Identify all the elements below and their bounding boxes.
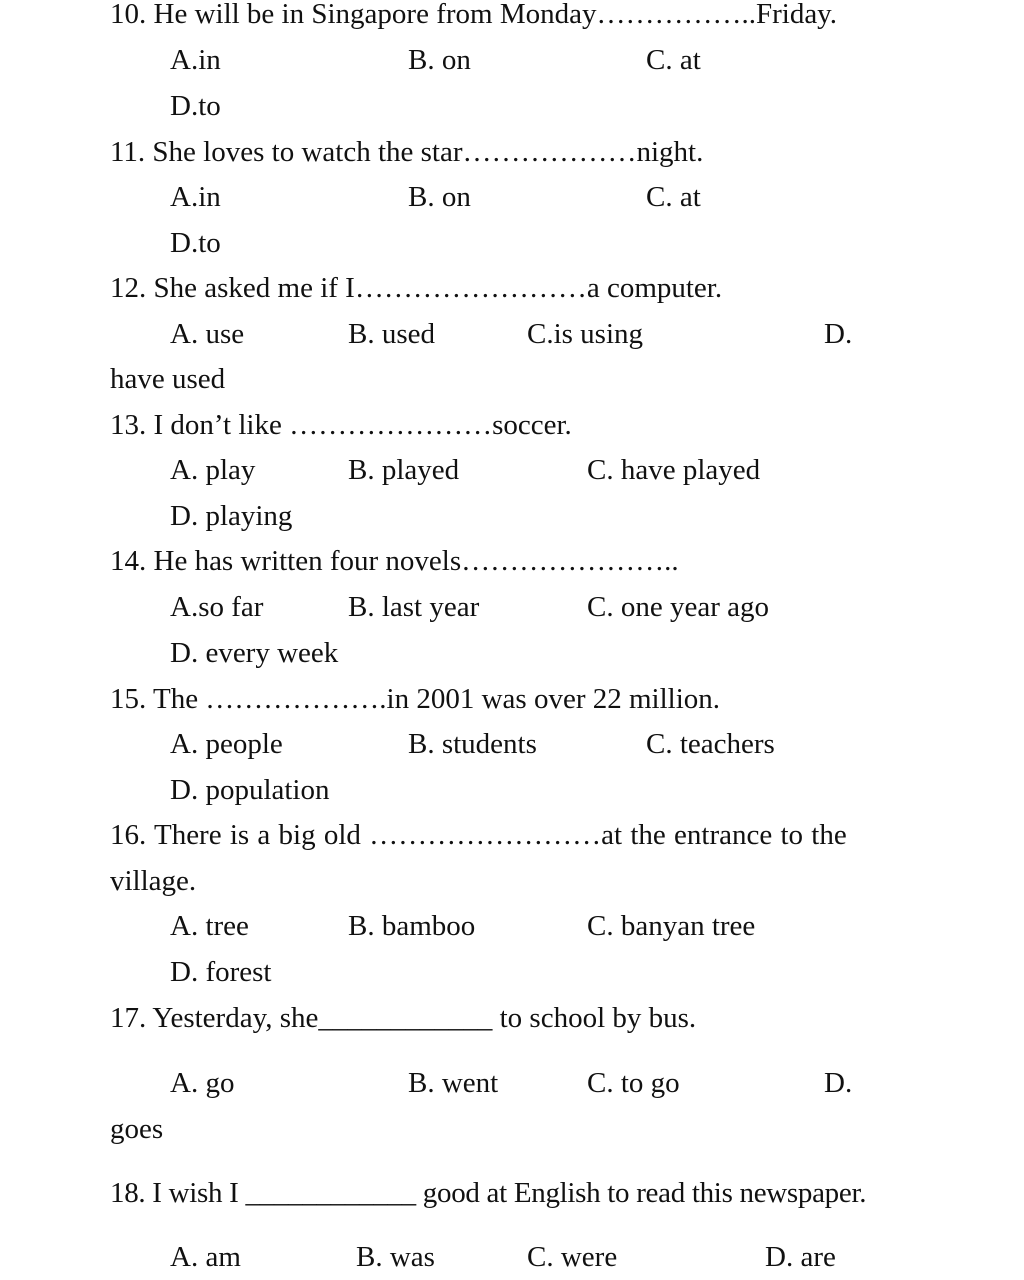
question-14-option-a: A.so far [170,591,264,623]
question-14-stem: 14. He has written four novels………………….. [110,545,679,577]
question-12-option-b: B. used [348,318,435,350]
question-16-option-b: B. bamboo [348,910,476,942]
question-13-option-b: B. played [348,454,460,486]
question-15-option-a: A. people [170,728,283,760]
question-12-option-a: A. use [170,318,245,350]
question-18-option-c: C. were [527,1241,618,1273]
question-10-option-c: C. at [646,44,701,76]
question-13-stem: 13. I don’t like …………………soccer. [110,409,572,441]
question-12-stem: 12. She asked me if I……………………a computer. [110,272,723,304]
question-15-option-b: B. students [408,728,537,760]
question-16-stem: 16. There is a big old ……………………at the entrance to the [110,819,847,851]
question-12-option-c: C.is using [527,318,644,350]
question-17-option-b: B. went [408,1067,499,1099]
question-17-option-d-text: goes [110,1113,164,1145]
question-18-stem: 18. I wish I ____________ good at English to read this newspaper. [110,1177,867,1209]
question-10-option-b: B. on [408,44,471,76]
question-17-option-a: A. go [170,1067,235,1099]
question-11-stem: 11. She loves to watch the star………………night. [110,136,704,168]
question-14-option-d: D. every week [170,637,339,669]
question-11-option-b: B. on [408,181,471,213]
question-17-stem: 17. Yesterday, she____________ to school by bus. [110,1002,697,1034]
question-16-option-c: C. banyan tree [587,910,756,942]
question-15-option-c: C. teachers [646,728,775,760]
question-17-option-c: C. to go [587,1067,680,1099]
question-10-option-a: A.in [170,44,221,76]
question-13-option-a: A. play [170,454,256,486]
question-15-option-d: D. population [170,774,330,806]
question-11-option-a: A.in [170,181,221,213]
question-16-option-d: D. forest [170,956,272,988]
question-16-stem-continued: village. [110,865,197,897]
question-10-option-d: D.to [170,90,221,122]
question-11-option-d: D.to [170,227,221,259]
question-18-option-d: D. are [765,1241,836,1273]
question-12-option-d-label: D. [824,318,853,350]
question-11-option-c: C. at [646,181,701,213]
question-16-option-a: A. tree [170,910,249,942]
question-18-option-b: B. was [356,1241,435,1273]
question-12-option-d-text: have used [110,363,226,395]
question-18-option-a: A. am [170,1241,241,1273]
question-13-option-d: D. playing [170,500,293,532]
question-17-option-d-label: D. [824,1067,853,1099]
question-13-option-c: C. have played [587,454,761,486]
question-10-stem: 10. He will be in Singapore from Monday……………..Friday. [110,0,838,30]
question-15-stem: 15. The ……………….in 2001 was over 22 million. [110,683,721,715]
question-14-option-c: C. one year ago [587,591,769,623]
question-14-option-b: B. last year [348,591,480,623]
